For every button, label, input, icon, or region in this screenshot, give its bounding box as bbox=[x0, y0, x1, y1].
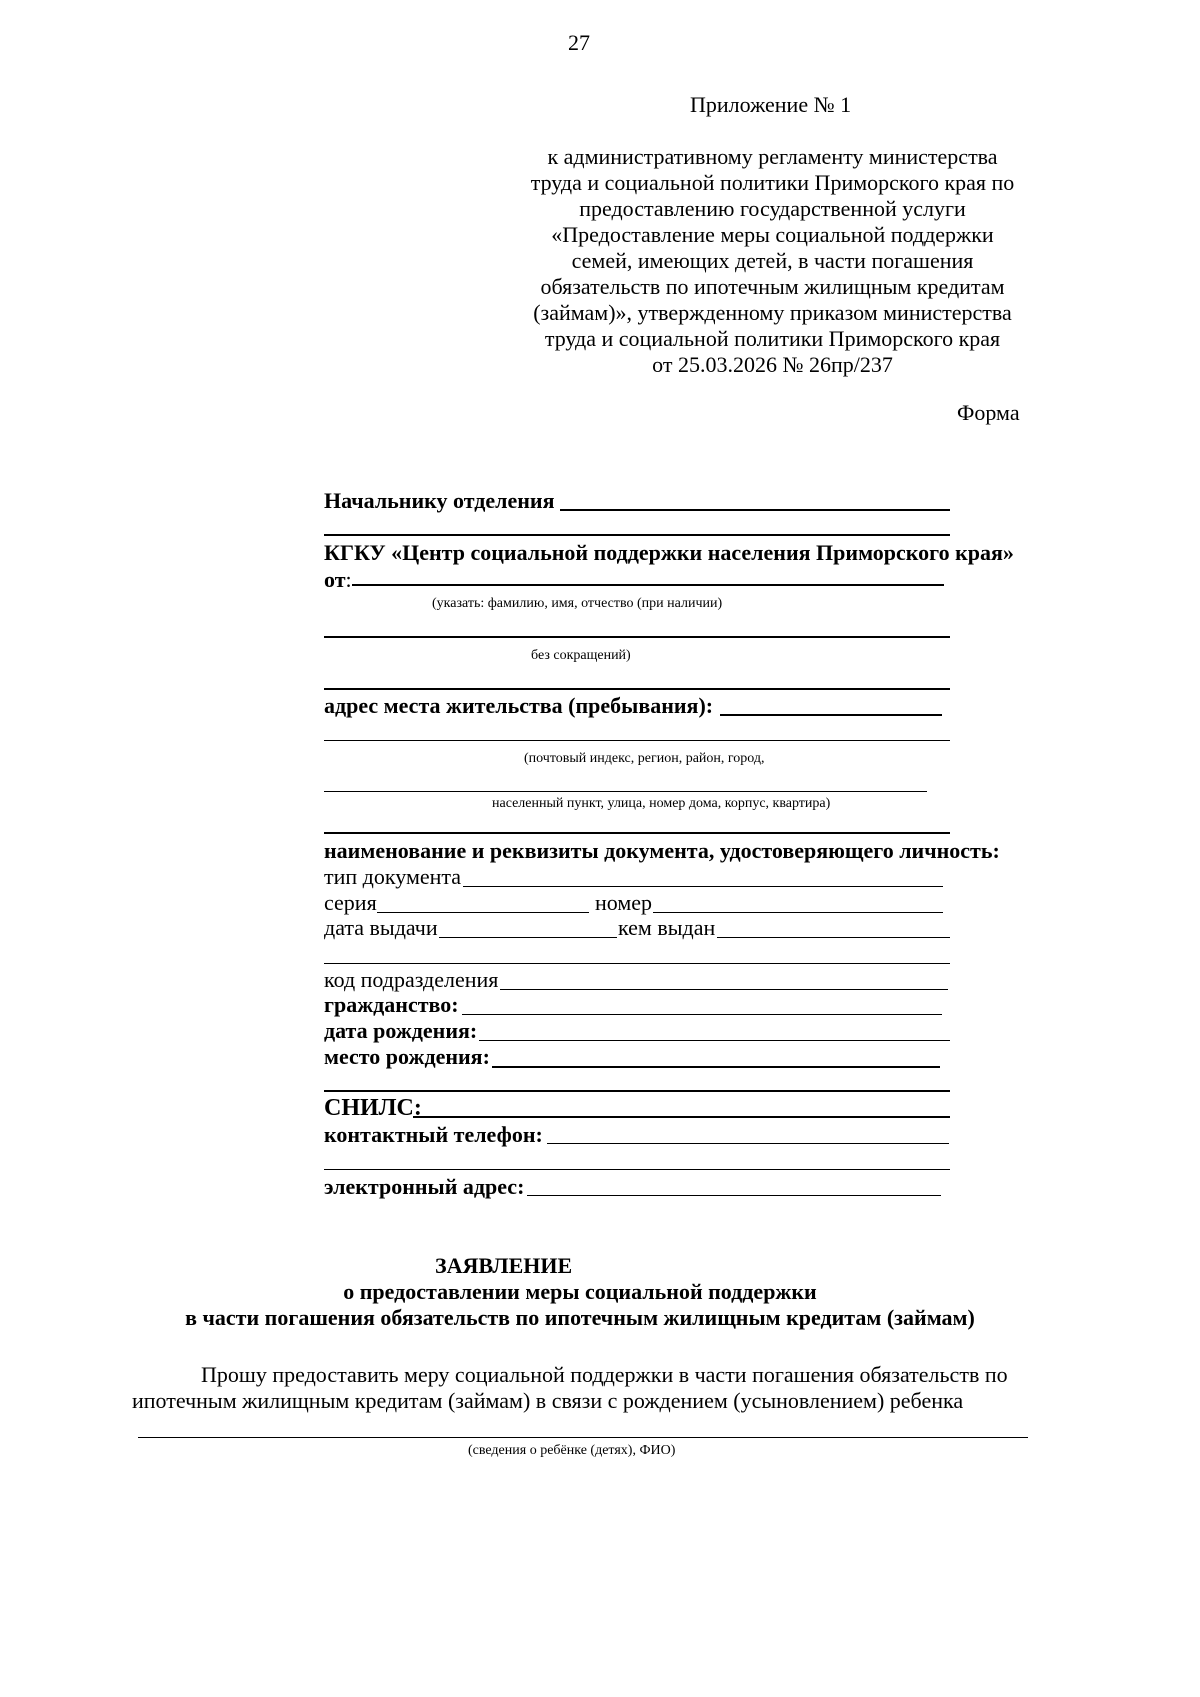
appendix-title: Приложение № 1 bbox=[690, 92, 852, 117]
statement-subtitle-2: в части погашения обязательств по ипотечным жилищным кредитам (займам) bbox=[185, 1305, 975, 1330]
division-code-label: код подразделения bbox=[324, 967, 499, 992]
issue-date-label: дата выдачи bbox=[324, 915, 438, 940]
appendix-line: обязательств по ипотечным жилищным кредитам bbox=[540, 274, 1005, 299]
address-field-line-2[interactable] bbox=[324, 740, 950, 741]
from-field-line[interactable] bbox=[352, 584, 944, 586]
appendix-line: труда и социальной политики Приморского края по bbox=[530, 170, 1015, 195]
number-field-line[interactable] bbox=[653, 912, 943, 913]
birth-place-field-line-2[interactable] bbox=[324, 1090, 950, 1092]
appendix-text bbox=[505, 144, 1040, 378]
child-info-field-line[interactable] bbox=[138, 1437, 1028, 1438]
phone-field-line-2[interactable] bbox=[324, 1169, 950, 1170]
hint-fio-2: без сокращений) bbox=[531, 648, 631, 663]
appendix-line: от 25.03.2026 № 26пр/237 bbox=[652, 352, 893, 377]
issued-by-field-line[interactable] bbox=[717, 937, 950, 938]
appendix-line: труда и социальной политики Приморского края bbox=[544, 326, 1001, 351]
address-field-line[interactable] bbox=[720, 714, 942, 716]
division-code-field-line[interactable] bbox=[500, 989, 948, 990]
issue-date-field-line[interactable] bbox=[439, 937, 617, 938]
hint-fio: (указать: фамилию, имя, отчество (при наличии) bbox=[432, 596, 723, 611]
series-field-line[interactable] bbox=[377, 912, 589, 913]
hint-address-2: населенный пункт, улица, номер дома, корпус, квартира) bbox=[492, 796, 831, 811]
form-label: Форма bbox=[957, 400, 1020, 425]
snils-label: СНИЛС: bbox=[324, 1095, 422, 1121]
appendix-line: (займам)», утвержденному приказом министерства bbox=[533, 300, 1012, 325]
statement-subtitle-1: о предоставлении меры социальной поддержки bbox=[343, 1279, 817, 1304]
doc-type-label: тип документа bbox=[324, 864, 462, 889]
email-label: электронный адрес: bbox=[324, 1174, 525, 1199]
appendix-line: к административному регламенту министерства bbox=[547, 144, 998, 169]
appendix-line: семей, имеющих детей, в части погашения bbox=[571, 248, 974, 273]
series-label: серия bbox=[324, 890, 377, 915]
birth-date-field-line[interactable] bbox=[479, 1040, 950, 1041]
appendix-line: «Предоставление меры социальной поддержки bbox=[551, 222, 994, 247]
citizenship-field-line[interactable] bbox=[462, 1014, 942, 1015]
address-label: адрес места жительства (пребывания): bbox=[324, 693, 714, 718]
fio-field-line-2[interactable] bbox=[324, 688, 950, 690]
doc-type-field-line[interactable] bbox=[463, 886, 943, 887]
from-colon: : bbox=[345, 567, 352, 592]
hint-child: (сведения о ребёнке (детях), ФИО) bbox=[468, 1443, 676, 1458]
address-field-line-3[interactable] bbox=[324, 791, 927, 792]
org-name: КГКУ «Центр социальной поддержки населения Приморского края» bbox=[324, 540, 1014, 565]
hint-address: (почтовый индекс, регион, район, город, bbox=[524, 751, 765, 766]
birth-date-label: дата рождения: bbox=[324, 1018, 478, 1043]
page-number: 27 bbox=[568, 30, 590, 55]
phone-field-line[interactable] bbox=[547, 1143, 949, 1144]
citizenship-label: гражданство: bbox=[324, 992, 459, 1017]
birth-place-field-line[interactable] bbox=[492, 1066, 940, 1068]
birth-place-label: место рождения: bbox=[324, 1044, 490, 1069]
appendix-line: предоставлению государственной услуги bbox=[579, 196, 966, 221]
snils-field-line[interactable] bbox=[413, 1116, 950, 1118]
head-label: Начальнику отделения bbox=[324, 488, 555, 513]
fio-field-line[interactable] bbox=[324, 636, 950, 638]
address-field-line-4[interactable] bbox=[324, 832, 950, 834]
number-label: номер bbox=[595, 890, 653, 915]
statement-body-line-1: Прошу предоставить меру социальной поддержки в части погашения обязательств по bbox=[201, 1362, 1008, 1387]
statement-body-line-2: ипотечным жилищным кредитам (займам) в связи с рождением (усыновлением) ребенка bbox=[132, 1388, 964, 1413]
id-doc-label: наименование и реквизиты документа, удостоверяющего личность: bbox=[324, 838, 1000, 863]
issued-by-field-line-2[interactable] bbox=[324, 963, 950, 964]
phone-label: контактный телефон: bbox=[324, 1122, 543, 1147]
head-field-line-2[interactable] bbox=[324, 534, 950, 536]
from-label: от bbox=[324, 567, 346, 592]
statement-title: ЗАЯВЛЕНИЕ bbox=[435, 1253, 573, 1278]
head-field-line[interactable] bbox=[560, 509, 950, 511]
email-field-line[interactable] bbox=[527, 1195, 941, 1196]
issued-by-label: кем выдан bbox=[618, 915, 716, 940]
